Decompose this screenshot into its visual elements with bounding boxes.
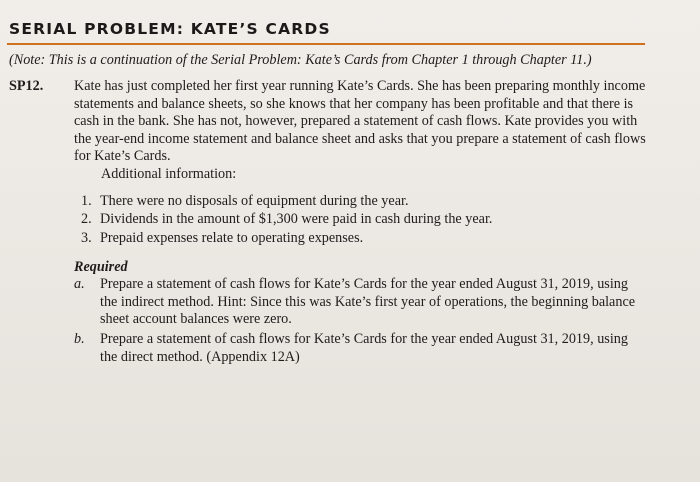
required-heading: Required (74, 259, 128, 275)
note-emphasis: Kate’s Cards (305, 52, 379, 68)
note-prefix: (Note: This is a continuation of the Serial Problem: (9, 52, 306, 68)
problem-line: statements and balance sheets, so she knows that her company has been profitable and that there is (74, 95, 634, 112)
title-underline (7, 43, 645, 45)
item-number: 2. (81, 211, 92, 227)
requirement-line: the direct method. (Appendix 12A) (100, 348, 300, 365)
requirement-letter: a. (74, 276, 85, 292)
requirement-line: Prepare a statement of cash flows for Kate’s Cards for the year ended August 31, 2019, using (100, 331, 628, 347)
section-title: SERIAL PROBLEM: KATE’S CARDS (9, 20, 331, 38)
requirement-letter: b. (74, 331, 85, 347)
item-number: 3. (81, 229, 92, 246)
problem-label: SP12. (9, 78, 44, 94)
problem-line: the year-end income statement and balance sheet and asks that you prepare a statement of cash flows (74, 130, 646, 147)
item-text: There were no disposals of equipment during the year. (100, 193, 409, 209)
requirement-line: Prepare a statement of cash flows for Kate’s Cards for the year ended August 31, 2019, using (100, 276, 628, 292)
problem-line: Kate has just completed her first year running Kate’s Cards. She has been preparing monthly income (74, 78, 646, 94)
requirement-line: sheet account balances were zero. (100, 311, 292, 327)
item-text: Prepaid expenses relate to operating expenses. (100, 229, 364, 246)
item-number: 1. (81, 193, 92, 209)
problem-line: cash in the bank. She has not, however, prepared a statement of cash flows. Kate provides you with (74, 113, 638, 129)
problem-line: for Kate’s Cards. (74, 148, 171, 164)
note-suffix: from Chapter 1 through Chapter 11.) (378, 52, 592, 68)
item-text: Dividends in the amount of $1,300 were paid in cash during the year. (100, 211, 493, 227)
additional-heading: Additional information: (101, 165, 237, 182)
requirement-line: the indirect method. Hint: Since this was Kate’s first year of operations, the beginning balance (100, 293, 636, 310)
continuation-note (9, 52, 592, 69)
